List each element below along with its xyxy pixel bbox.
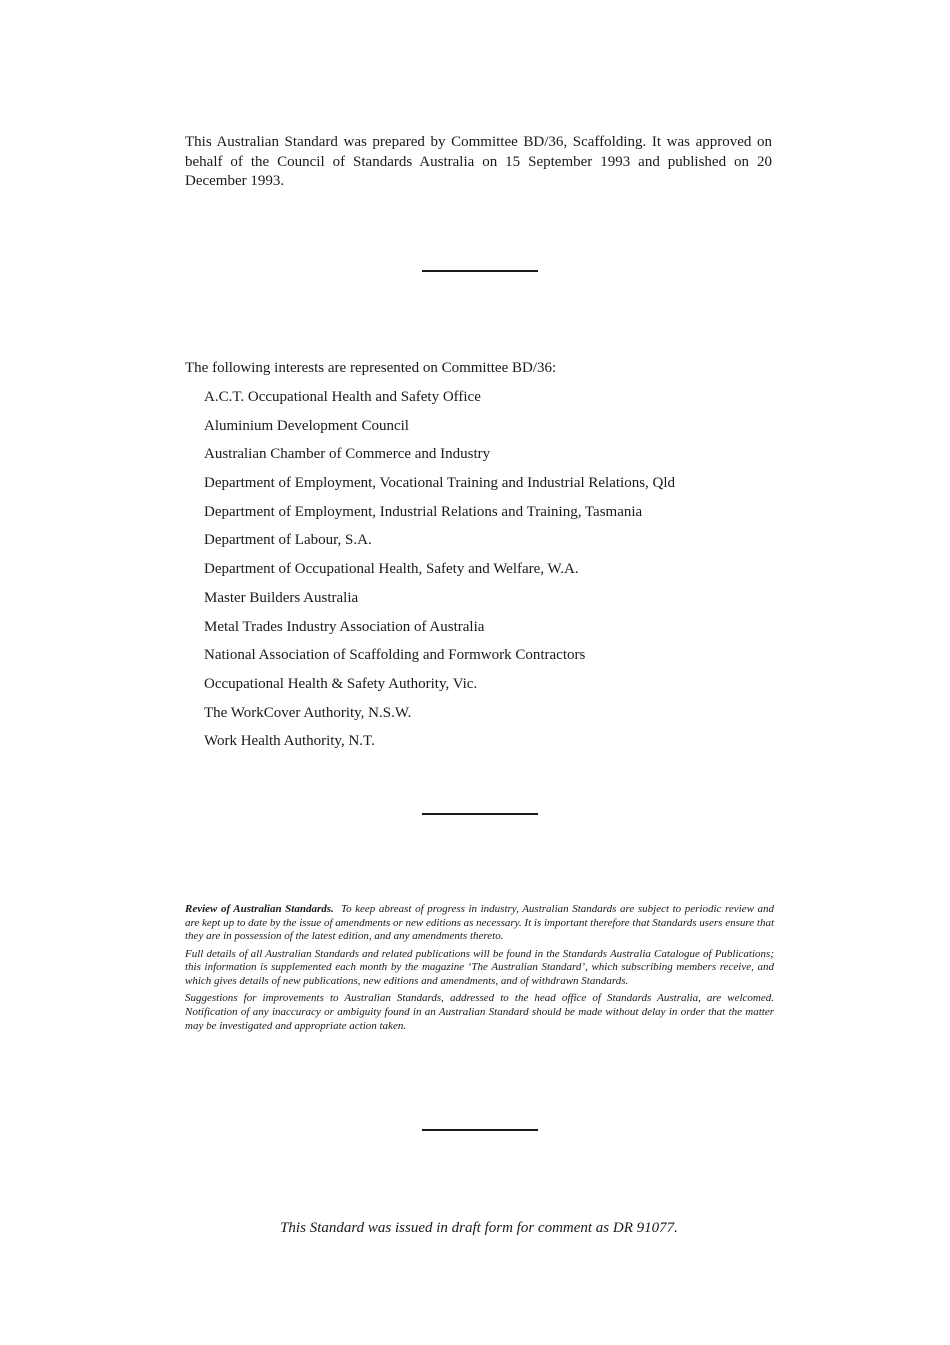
list-item: Department of Occupational Health, Safety and Welfare, W.A. xyxy=(204,561,579,578)
review-paragraph xyxy=(185,903,774,944)
interests-heading: The following interests are represented on Committee BD/36: xyxy=(185,360,557,376)
list-item: Department of Employment, Vocational Training and Industrial Relations, Qld xyxy=(204,475,676,492)
list-item: Department of Labour, S.A. xyxy=(204,532,372,549)
list-item: Master Builders Australia xyxy=(204,589,359,606)
divider-rule xyxy=(422,1129,538,1131)
list-item: Australian Chamber of Commerce and Industry xyxy=(204,446,491,463)
list-item: Work Health Authority, N.T. xyxy=(204,733,375,750)
list-item: The WorkCover Authority, N.S.W. xyxy=(204,704,412,721)
divider-rule xyxy=(422,813,538,815)
intro-paragraph: This Australian Standard was prepared by Committee BD/36, Scaffolding. It was approved on behalf of the Council of Standards Australia on 15 September 1993 and published on 20 December 1993. xyxy=(185,134,772,189)
list-item: National Association of Scaffolding and Formwork Contractors xyxy=(204,647,586,664)
review-title: Review of Australian Standards. xyxy=(185,903,334,915)
draft-note: This Standard was issued in draft form for comment as DR 91077. xyxy=(280,1220,678,1236)
review-text: To keep abreast of progress in industry, Australian Standards are subject to periodic review and are kept up to date by the issue of amendments or new editions as necessary. It is important therefore that Standards users ensure that they are in possession of the latest edition, and any amendments thereto. xyxy=(185,903,774,943)
divider-rule xyxy=(422,270,538,272)
list-item: Occupational Health & Safety Authority, Vic. xyxy=(204,675,478,692)
suggestions-paragraph: Suggestions for improvements to Australian Standards, addressed to the head office of Standards Australia, are welcomed. Notification of any inaccuracy or ambiguity found in an Australian Standard should be made without delay in order that the matter may be investigated and appropriate action taken. xyxy=(185,992,774,1032)
list-item: Department of Employment, Industrial Relations and Training, Tasmania xyxy=(204,503,643,520)
list-item: Aluminium Development Council xyxy=(204,417,409,434)
review-notice xyxy=(185,903,774,1037)
list-item: Metal Trades Industry Association of Australia xyxy=(204,618,485,635)
interests-list xyxy=(204,387,675,760)
catalogue-paragraph: Full details of all Australian Standards and related publications will be found in the Standards Australia Catalogue of Publications; this information is supplemented each month by the magazine ‘The Australian Standard’, which subscribing members receive, and which gives details of new publications, new editions and amendments, and of withdrawn Standards. xyxy=(185,947,774,988)
list-item: A.C.T. Occupational Health and Safety Office xyxy=(204,389,481,405)
